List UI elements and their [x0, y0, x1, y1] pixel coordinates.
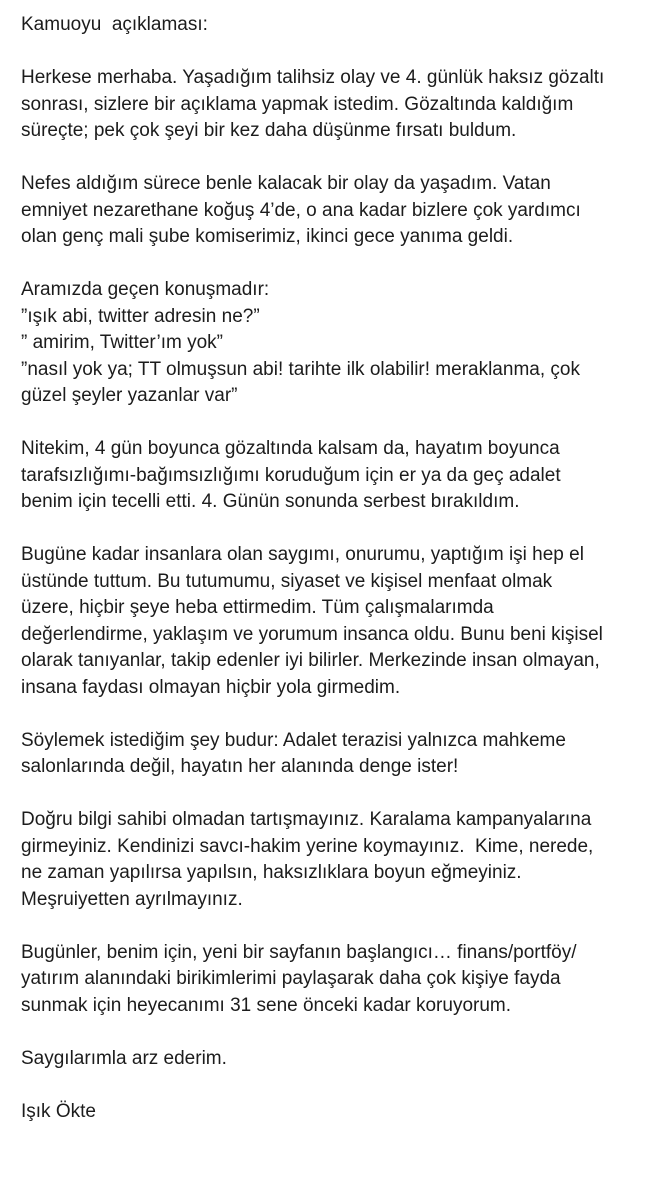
text-line: sunmak için heyecanımı 31 sene önceki kadar koruyorum.: [21, 994, 512, 1016]
title-line: Kamuoyu açıklaması:: [21, 14, 208, 35]
text-line: Herkese merhaba. Yaşadığım talihsiz olay ve 4. günlük haksız gözaltı: [21, 67, 605, 88]
paragraph: [21, 542, 645, 701]
text-line: olarak tanıyanlar, takip edenler iyi bilirler. Merkezinde insan olmayan,: [21, 650, 600, 671]
text-line: Söylemek istediğim şey budur: Adalet terazisi yalnızca mahkeme: [21, 729, 566, 751]
text-line: üzere, hiçbir şeye heba ettirmedim. Tüm çalışmalarımda: [21, 597, 494, 618]
closing-line: Saygılarımla arz ederim.: [21, 1047, 227, 1069]
paragraph: [21, 728, 645, 781]
paragraph: [21, 65, 645, 145]
text-line: Nefes aldığım sürece benle kalacak bir olay da yaşadım. Vatan: [21, 173, 551, 194]
text-line: yatırım alanındaki birikimlerimi paylaşarak daha çok kişiye fayda: [21, 968, 561, 989]
text-line: süreçte; pek çok şeyi bir kez daha düşünme fırsatı buldum.: [21, 120, 517, 141]
text-line: Aramızda geçen konuşmadır:: [21, 279, 270, 300]
text-line: emniyet nezarethane koğuş 4’de, o ana kadar bizlere çok yardımcı: [21, 199, 581, 221]
paragraph: [21, 171, 645, 251]
text-line: Bugünler, benim için, yeni bir sayfanın başlangıcı… finans/portföy/: [21, 941, 577, 963]
text-line: benim için tecelli etti. 4. Günün sonunda serbest bırakıldım.: [21, 491, 520, 512]
text-line: ne zaman yapılırsa yapılsın, haksızlıklara boyun eğmeyiniz.: [21, 862, 522, 883]
text-line: üstünde tuttum. Bu tutumumu, siyaset ve kişisel menfaat olmak: [21, 570, 553, 592]
text-line: güzel şeyler yazanlar var”: [21, 385, 238, 406]
text-line: değerlendirme, yaklaşım ve yorumum insanca oldu. Bunu beni kişisel: [21, 623, 603, 645]
signature: [21, 1099, 645, 1126]
text-line: ”ışık abi, twitter adresin ne?”: [21, 305, 260, 327]
closing-paragraph: [21, 1046, 645, 1073]
text-line: tarafsızlığımı-bağımsızlığımı koruduğum için er ya da geç adalet: [21, 464, 561, 486]
paragraph: [21, 807, 645, 913]
text-line: sonrası, sizlere bir açıklama yapmak istedim. Gözaltında kaldığım: [21, 93, 574, 115]
text-line: Bugüne kadar insanlara olan saygımı, onurumu, yaptığım işi hep el: [21, 544, 584, 565]
paragraph: [21, 277, 645, 410]
text-line: insana faydası olmayan hiçbir yola girmedim.: [21, 676, 401, 698]
text-line: Meşruiyetten ayrılmayınız.: [21, 888, 243, 910]
text-line: olan genç mali şube komiserimiz, ikinci gece yanıma geldi.: [21, 226, 514, 247]
text-line: ”nasıl yok ya; TT olmuşsun abi! tarihte ilk olabilir! meraklanma, çok: [21, 358, 580, 380]
text-line: Doğru bilgi sahibi olmadan tartışmayınız. Karalama kampanyalarına: [21, 809, 592, 830]
text-line: Nitekim, 4 gün boyunca gözaltında kalsam da, hayatım boyunca: [21, 438, 560, 459]
text-line: ” amirim, Twitter’ım yok”: [21, 332, 223, 353]
text-line: salonlarında değil, hayatın her alanında denge ister!: [21, 756, 459, 777]
statement-title: [21, 12, 645, 39]
signature-line: Işık Ökte: [21, 1100, 96, 1122]
paragraph: [21, 436, 645, 516]
text-line: girmeyiniz. Kendinizi savcı-hakim yerine koymayınız. Kime, nerede,: [21, 835, 594, 857]
paragraph: [21, 940, 645, 1020]
